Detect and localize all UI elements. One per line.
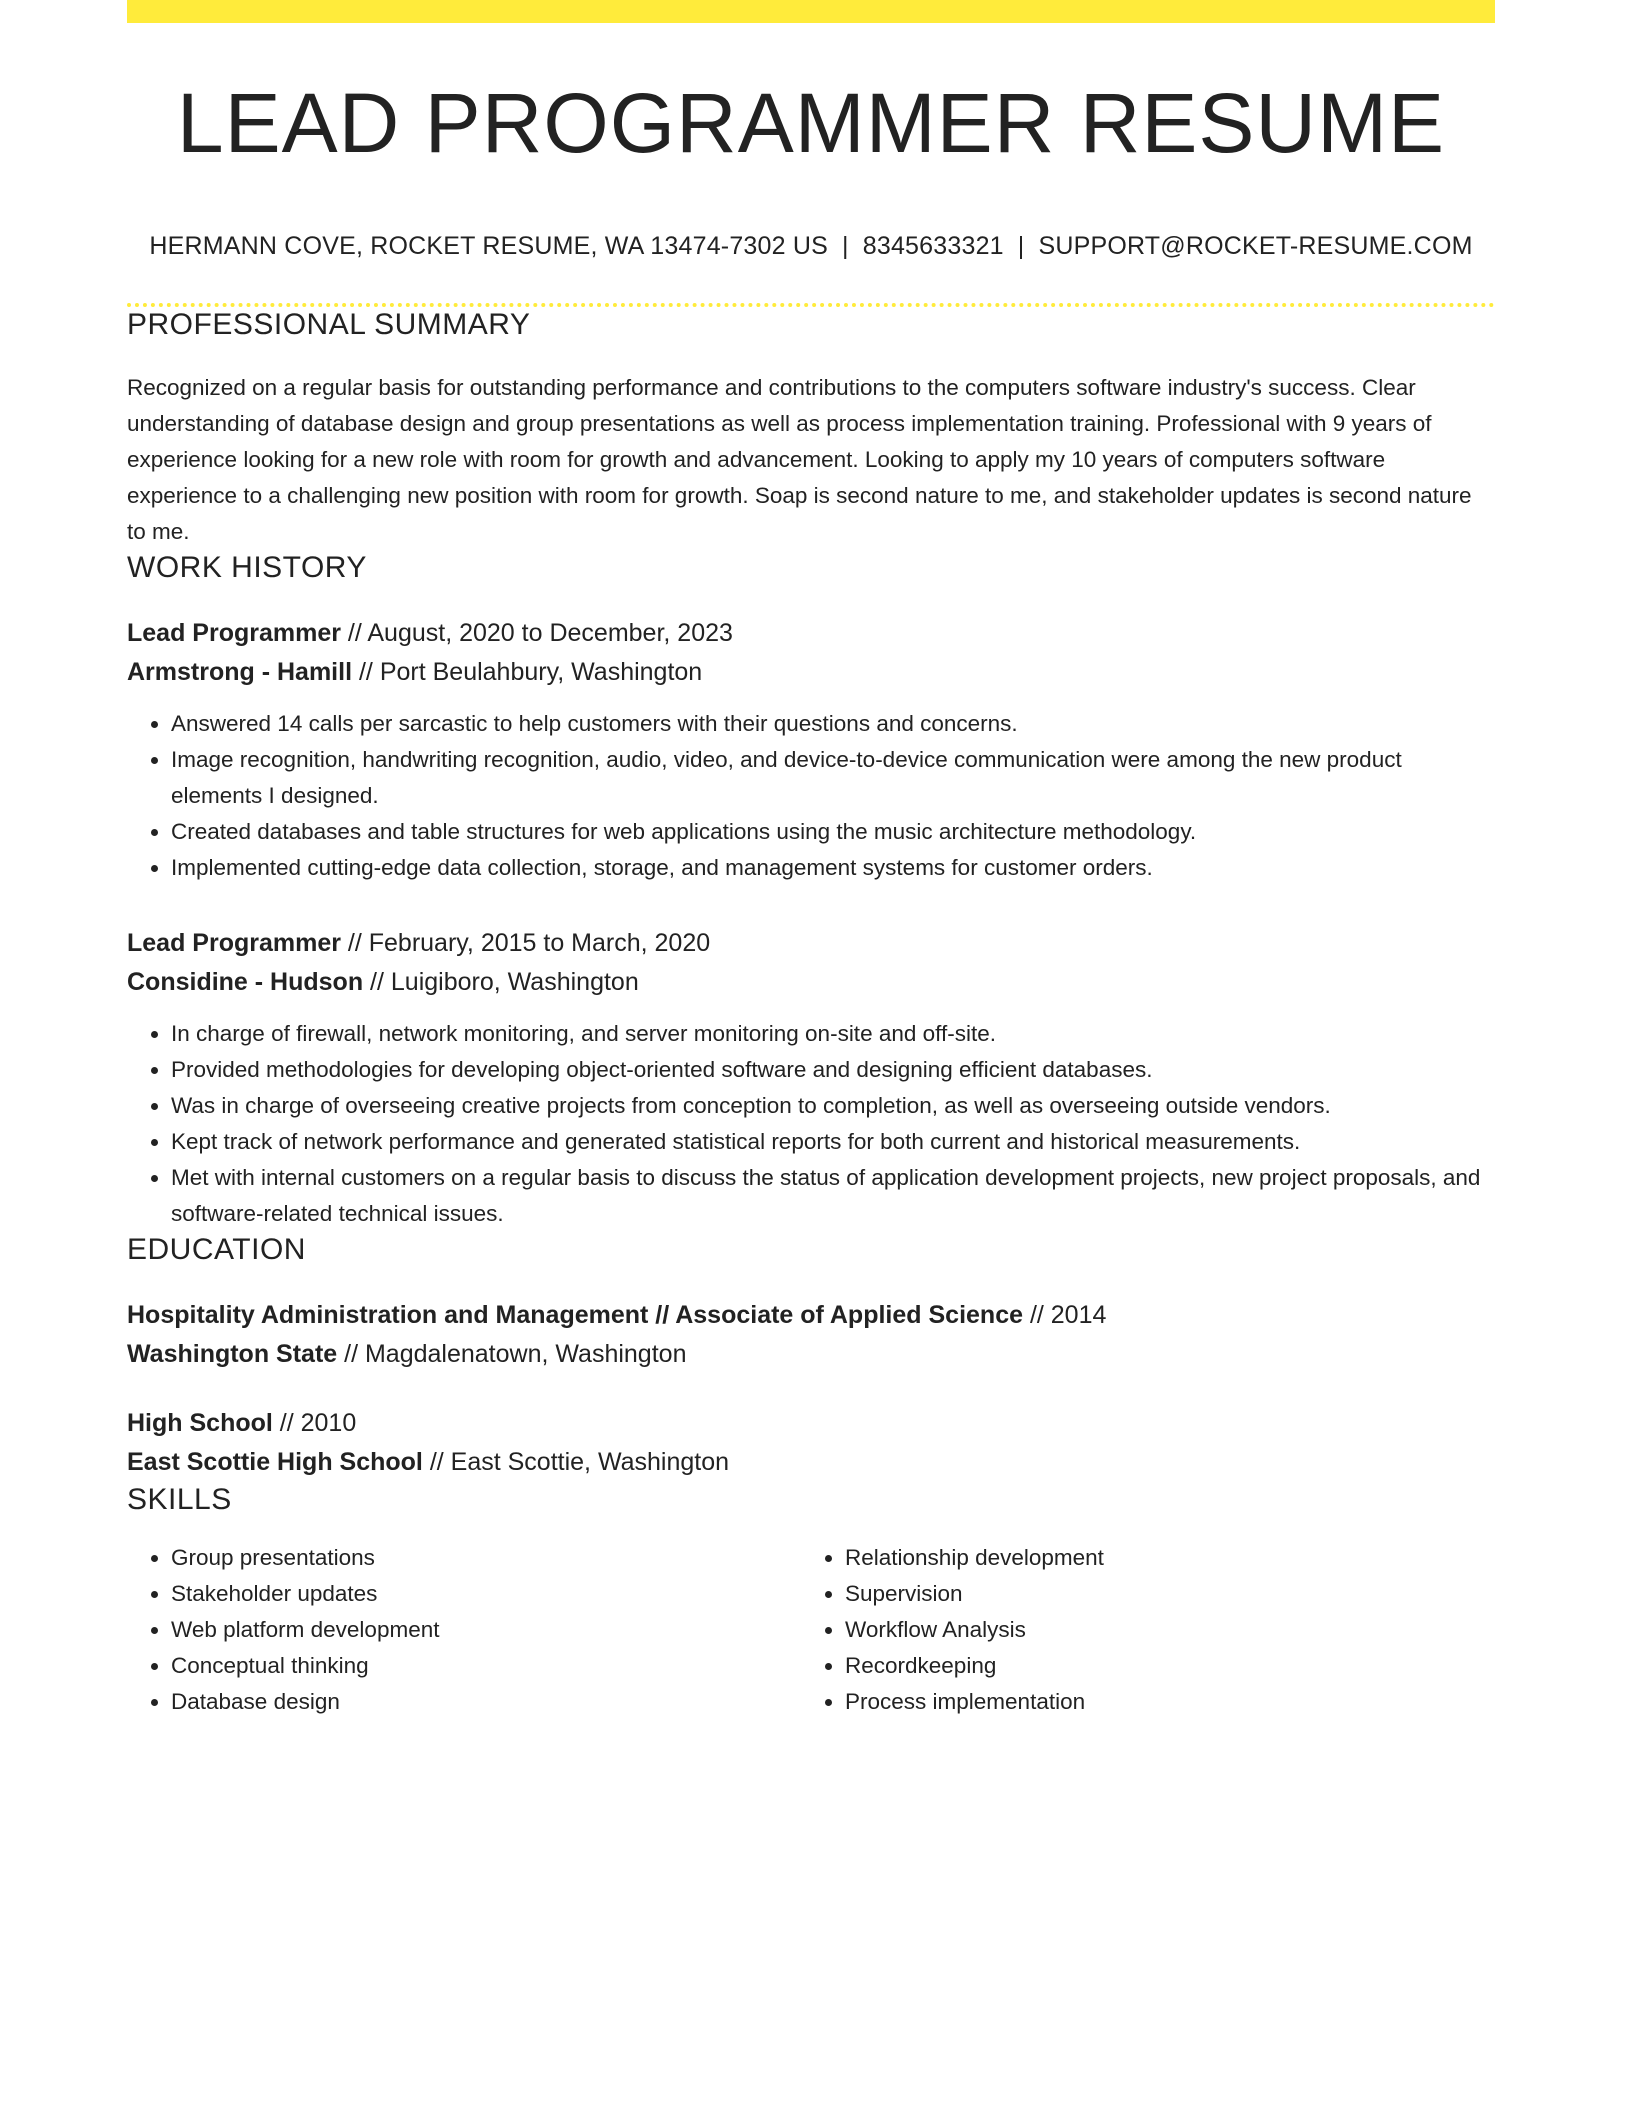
- resume-page: [127, 0, 1495, 1720]
- education-year: // 2014: [1023, 1301, 1107, 1329]
- list-item: • Conceptual thinking: [171, 1648, 801, 1684]
- education-entry: [127, 1296, 1495, 1374]
- education-location: // Magdalenatown, Washington: [337, 1340, 687, 1368]
- education-location: // East Scottie, Washington: [422, 1448, 730, 1476]
- job-entry: [127, 924, 1495, 1232]
- contact-line: [127, 231, 1495, 261]
- list-item: • Stakeholder updates: [171, 1576, 801, 1612]
- list-item: • Recordkeeping: [845, 1648, 1475, 1684]
- accent-top-bar: [127, 0, 1495, 23]
- list-item: • Database design: [171, 1684, 801, 1720]
- job-title-line: [127, 614, 1495, 653]
- job-company: Considine - Hudson: [127, 968, 364, 996]
- contact-separator: |: [842, 232, 849, 260]
- education-school: East Scottie High School: [127, 1448, 423, 1476]
- contact-phone: 8345633321: [862, 232, 1004, 260]
- job-role: Lead Programmer: [127, 619, 341, 647]
- job-bullets: [127, 1016, 1495, 1232]
- list-item: • Implemented cutting-edge data collection, storage, and management systems for customer orders.: [171, 850, 1495, 886]
- education-school: Washington State: [127, 1340, 338, 1368]
- job-title-line: [127, 924, 1495, 963]
- list-item: • Web platform development: [171, 1612, 801, 1648]
- job-bullets: [127, 706, 1495, 886]
- list-item: • Relationship development: [845, 1540, 1475, 1576]
- skills-columns: [127, 1540, 1495, 1720]
- page-title: LEAD PROGRAMMER RESUME: [176, 76, 1446, 170]
- list-item: • Kept track of network performance and generated statistical reports for both current and historical measurements.: [171, 1124, 1495, 1160]
- skills-right-list: [801, 1540, 1475, 1720]
- education-degree: High School: [127, 1409, 273, 1437]
- list-item: • Process implementation: [845, 1684, 1475, 1720]
- list-item: • Met with internal customers on a regular basis to discuss the status of application development projects, new project proposals, and software-related technical issues.: [171, 1160, 1495, 1232]
- education-heading: EDUCATION: [127, 1233, 306, 1266]
- job-company-line: [127, 653, 1495, 692]
- list-item: • Group presentations: [171, 1540, 801, 1576]
- job-dates: // August, 2020 to December, 2023: [340, 619, 733, 647]
- skills-heading: SKILLS: [127, 1483, 232, 1516]
- list-item: • Workflow Analysis: [845, 1612, 1475, 1648]
- summary-heading: PROFESSIONAL SUMMARY: [127, 308, 531, 341]
- education-degree-line: [127, 1404, 1495, 1443]
- job-location: // Port Beulahbury, Washington: [352, 658, 703, 686]
- list-item: • Supervision: [845, 1576, 1475, 1612]
- job-company: Armstrong - Hamill: [127, 658, 353, 686]
- education-school-line: [127, 1443, 1495, 1482]
- contact-email: SUPPORT@ROCKET-RESUME.COM: [1038, 232, 1473, 260]
- job-location: // Luigiboro, Washington: [363, 968, 639, 996]
- work-history-heading: WORK HISTORY: [127, 551, 367, 584]
- list-item: • Created databases and table structures for web applications using the music architecture methodology.: [171, 814, 1495, 850]
- skills-left-list: [127, 1540, 801, 1720]
- job-company-line: [127, 963, 1495, 1002]
- job-entry: [127, 614, 1495, 886]
- education-entry: [127, 1404, 1495, 1482]
- contact-address: HERMANN COVE, ROCKET RESUME, WA 13474-7302 US: [149, 232, 829, 260]
- list-item: • Provided methodologies for developing object-oriented software and designing efficient databases.: [171, 1052, 1495, 1088]
- education-year: // 2010: [272, 1409, 357, 1437]
- list-item: • Answered 14 calls per sarcastic to help customers with their questions and concerns.: [171, 706, 1495, 742]
- list-item: • In charge of firewall, network monitoring, and server monitoring on-site and off-site.: [171, 1016, 1495, 1052]
- summary-text: Recognized on a regular basis for outstanding performance and contributions to the computers software industry's success. Clear understanding of database design and group presentations as well as process implementation training. Professional with 9 years of experience looking for a new role with room for growth and advancement. Looking to apply my 10 years of computers software experience to a challenging new position with room for growth. Soap is second nature to me, and stakeholder updates is second nature to me.: [127, 375, 1472, 544]
- contact-separator: |: [1017, 232, 1025, 260]
- job-dates: // February, 2015 to March, 2020: [340, 929, 711, 957]
- job-role: Lead Programmer: [127, 929, 341, 957]
- list-item: • Was in charge of overseeing creative projects from conception to completion, as well as overseeing outside vendors.: [171, 1088, 1495, 1124]
- education-school-line: [127, 1335, 1495, 1374]
- education-degree-line: [127, 1296, 1495, 1335]
- education-degree: Hospitality Administration and Management // Associate of Applied Science: [127, 1301, 1023, 1329]
- list-item: • Image recognition, handwriting recognition, audio, video, and device-to-device communication were among the new product elements I designed.: [171, 742, 1495, 814]
